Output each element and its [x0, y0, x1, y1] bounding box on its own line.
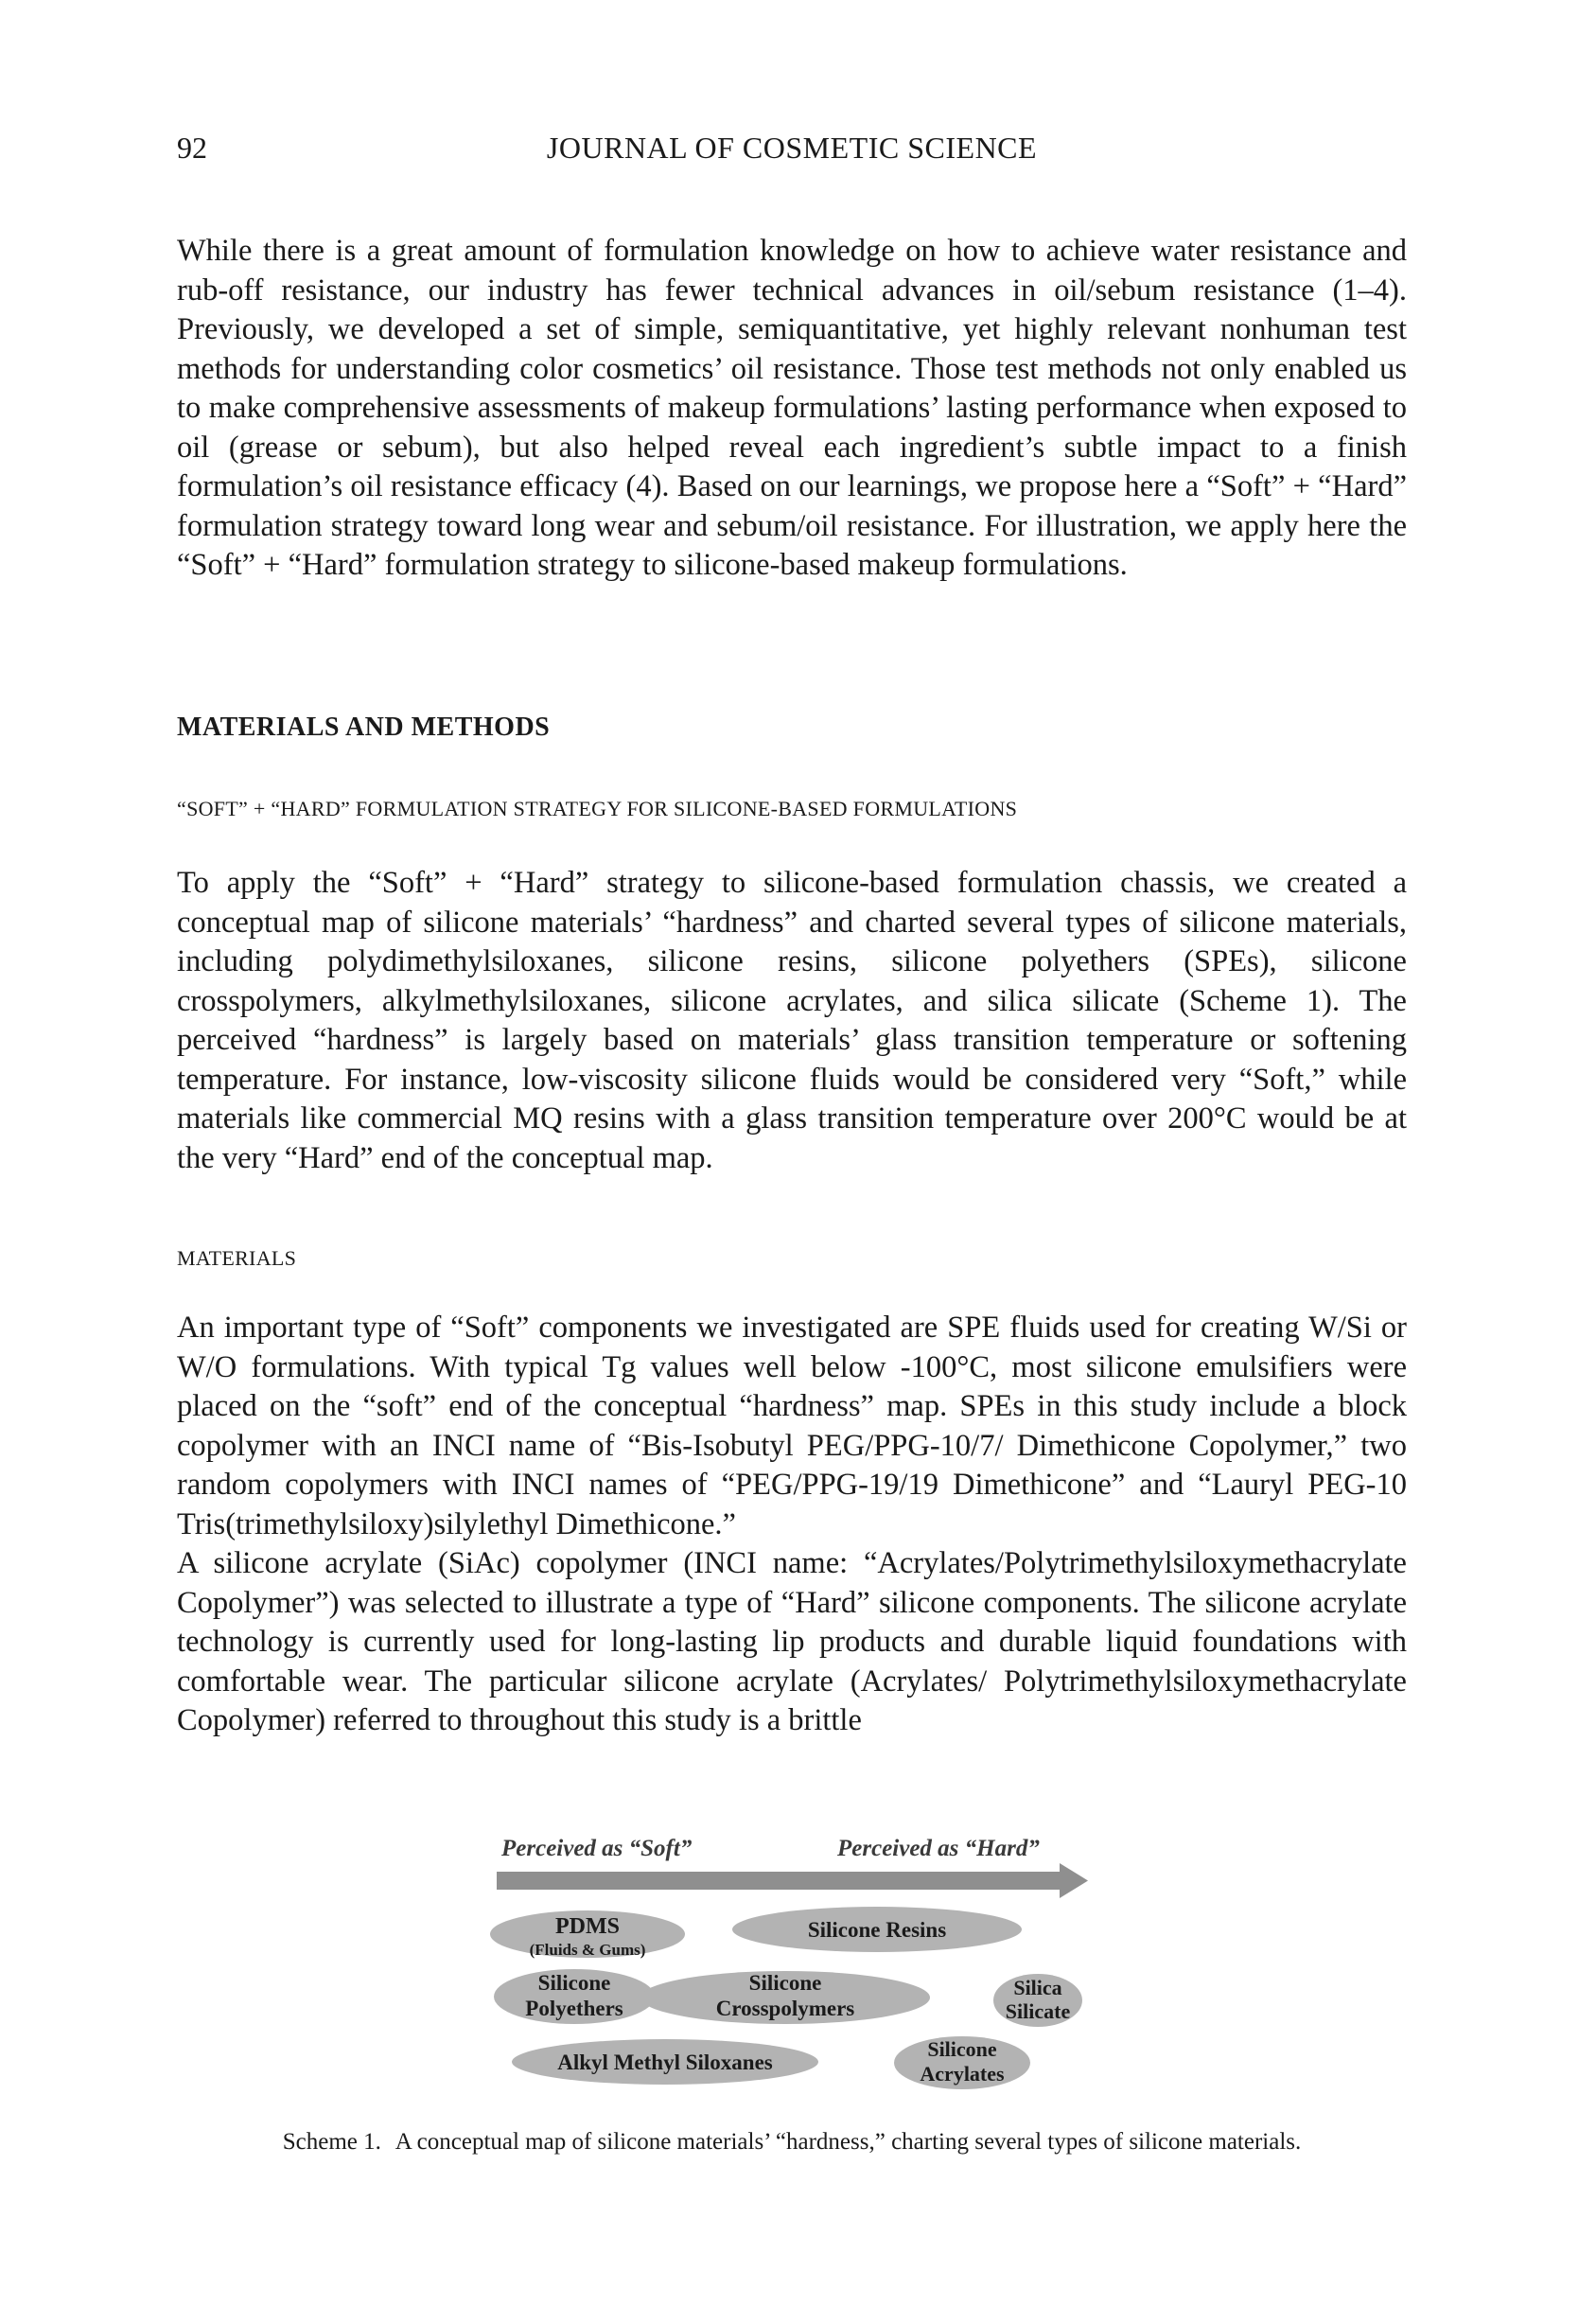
- polyethers-label-line1: Silicone: [537, 1971, 611, 1995]
- silica-label-line1: Silica: [1013, 1976, 1062, 1999]
- pdms-sub-label: (Fluids & Gums): [529, 1941, 646, 1959]
- materials-and-methods-heading: MATERIALS AND METHODS: [177, 713, 551, 742]
- alkyl-methyl-siloxanes-label: Alkyl Methyl Siloxanes: [557, 2051, 773, 2074]
- journal-title: JOURNAL OF COSMETIC SCIENCE: [546, 131, 1038, 165]
- acrylates-label-line2: Acrylates: [920, 2062, 1005, 2086]
- soft-label: Perceived as “Soft”: [501, 1836, 693, 1861]
- hardness-arrow-shaft: [497, 1872, 1064, 1890]
- materials-paragraph-1: An important type of “Soft” components we investigated are SPE fluids used for creating W/Si or W/O formulations. With typical Tg values well below -100°C, most silicone emulsifiers were placed on the “soft” end of the conceptual “hardness” map. SPEs in this study include a block copolymer with an INCI name of “Bis-Isobutyl PEG/PPG-10/7/ Dimethicone Copolymer,” two random copolymers with INCI names of “PEG/PPG-19/19 Dimethicone” and “Lauryl PEG-10 Tris(trimethylsiloxy)silylethyl Dimethicone.”: [177, 1311, 1407, 1541]
- page-number: 92: [177, 131, 207, 165]
- polyethers-label-line2: Polyethers: [525, 1997, 623, 2020]
- strategy-subheading: “SOFT” + “HARD” FORMULATION STRATEGY FOR SILICONE-BASED FORMULATIONS: [177, 797, 1018, 820]
- intro-paragraph: While there is a great amount of formulation knowledge on how to achieve water resistance and rub-off resistance, our industry has fewer technical advances in oil/sebum resistance (1–4). Previously, we developed a set of simple, semiquantitative, yet highly relevant nonhuman test methods for understanding color cosmetics’ oil resistance. Those test methods not only enabled us to make comprehensive assessments of makeup formulations’ lasting performance when exposed to oil (grease or sebum), but also helped reveal each ingredient’s subtle impact to a finish formulation’s oil resistance efficacy (4). Based on our learnings, we propose here a “Soft” + “Hard” formulation strategy toward long wear and sebum/oil resistance. For illustration, we apply here the “Soft” + “Hard” formulation strategy to silicone-based makeup formulations.: [177, 234, 1407, 582]
- crosspolymers-label-line1: Silicone: [748, 1971, 822, 1995]
- scheme-caption: [177, 2129, 1407, 2156]
- strategy-paragraph: To apply the “Soft” + “Hard” strategy to silicone-based formulation chassis, we created a conceptual map of silicone materials’ “hardness” and charted several types of silicone materials, including polydimethylsiloxanes, silicone resins, silicone polyethers (SPEs), silicone crosspolymers, alkylmethylsiloxanes, silicone acrylates, and silica silicate (Scheme 1). The perceived “hardness” is largely based on materials’ glass transition temperature or softening temperature. For instance, low-viscosity silicone fluids would be considered very “Soft,” while materials like commercial MQ resins with a glass transition temperature over 200°C would be at the very “Hard” end of the conceptual map.: [177, 866, 1407, 1175]
- running-header: [177, 131, 1407, 170]
- acrylates-label-line1: Silicone: [927, 2037, 997, 2061]
- materials-subheading: MATERIALS: [177, 1246, 297, 1270]
- crosspolymers-label-line2: Crosspolymers: [715, 1997, 855, 2020]
- scheme-1-figure: [487, 1822, 1112, 2105]
- materials-paragraph-2: A silicone acrylate (SiAc) copolymer (INCI name: “Acrylates/Polytrimethylsiloxymethacrylate Copolymer”) was selected to illustrate a type of “Hard” silicone components. The silicone acrylate technology is currently used for long-lasting lip products and durable liquid foundations with comfortable wear. The particular silicone acrylate (Acrylates/ Polytrimethylsiloxymethacrylate Copolymer) referred to throughout this study is a brittle: [177, 1546, 1407, 1737]
- silica-label-line2: Silicate: [1005, 1999, 1071, 2023]
- silicone-resins-label: Silicone Resins: [807, 1918, 947, 1942]
- scheme-caption-label: Scheme 1.: [282, 2129, 381, 2155]
- hard-label: Perceived as “Hard”: [837, 1836, 1040, 1861]
- hardness-arrow-head: [1060, 1863, 1088, 1898]
- scheme-caption-text: A conceptual map of silicone materials’ “hardness,” charting several types of silicone materials.: [395, 2129, 1302, 2155]
- pdms-label: PDMS: [555, 1914, 620, 1939]
